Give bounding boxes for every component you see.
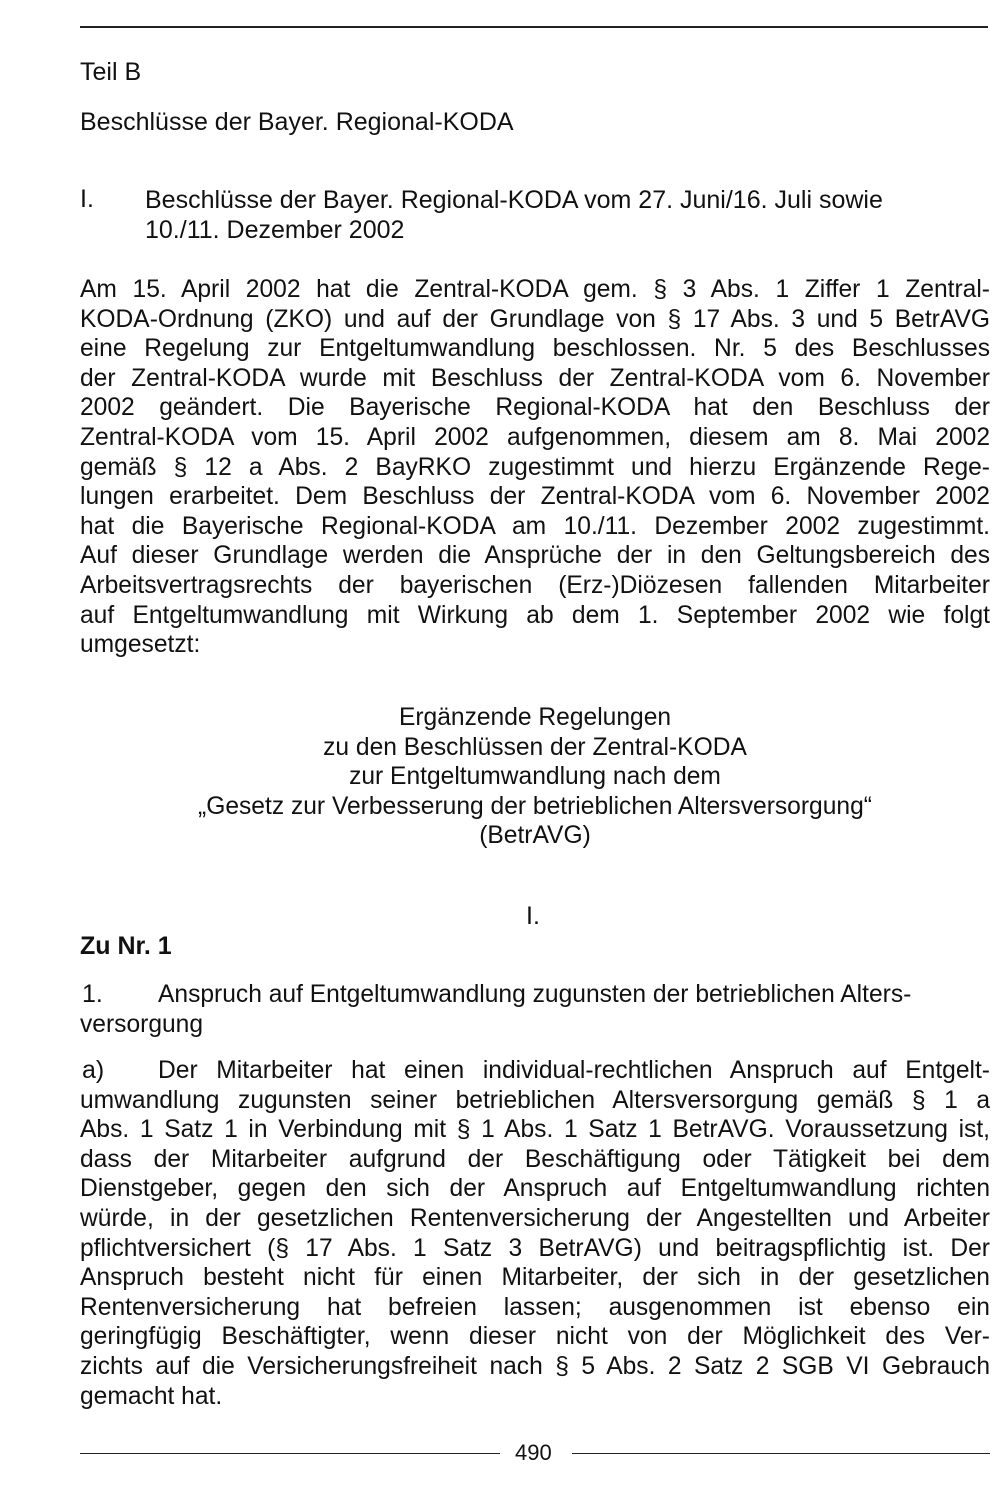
paragraph-line: Abs. 1 Satz 1 in Verbindung mit § 1 Abs. 1 Satz 1 BetrAVG. Voraussetzung ist, bbox=[80, 1116, 990, 1144]
page-number: 490 bbox=[515, 1440, 552, 1465]
centered-title-block bbox=[0, 703, 1000, 851]
paragraph-line: Der Mitarbeiter hat einen individual-rechtlichen Anspruch auf Entgelt- bbox=[158, 1057, 990, 1084]
part-label: Teil B bbox=[80, 58, 142, 86]
item-a-paragraph bbox=[80, 1086, 990, 1412]
paragraph-line: gemacht hat. bbox=[80, 1382, 223, 1410]
item-title bbox=[80, 980, 990, 1040]
paragraph-line: Anspruch besteht nicht für einen Mitarbeiter, der sich in der gesetzlichen bbox=[80, 1264, 990, 1292]
item-title-line: versorgung bbox=[80, 1011, 204, 1038]
main-heading: Beschlüsse der Bayer. Regional-KODA bbox=[80, 108, 514, 136]
paragraph-line: pflichtversichert (§ 17 Abs. 1 Satz 3 BetrAVG) und beitragspflichtig ist. Der bbox=[80, 1234, 990, 1262]
paragraph-line: umwandlung zugunsten seiner betrieblichen Altersversorgung gemäß § 1 a bbox=[80, 1086, 990, 1114]
intro-paragraph bbox=[80, 275, 990, 660]
footer-rule-right bbox=[572, 1453, 990, 1454]
paragraph-line: Arbeitsvertragsrechts der bayerischen (Erz-)Diözesen fallenden Mitarbeiter bbox=[80, 571, 990, 599]
item-number: 1. bbox=[82, 980, 103, 1008]
paragraph-line: auf Entgeltumwandlung mit Wirkung ab dem 1. September 2002 wie folgt bbox=[80, 601, 990, 629]
section-number: I. bbox=[80, 185, 94, 213]
section-title bbox=[145, 185, 995, 245]
paragraph-line: umgesetzt: bbox=[80, 631, 201, 659]
paragraph-line: Dienstgeber, gegen den sich der Anspruch auf Entgeltumwandlung richten bbox=[80, 1175, 990, 1203]
centered-line: Ergänzende Regelungen bbox=[398, 704, 672, 731]
footer-rule-left bbox=[80, 1453, 500, 1454]
paragraph-line: Am 15. April 2002 hat die Zentral-KODA gem. § 3 Abs. 1 Ziffer 1 Zentral- bbox=[80, 276, 990, 303]
paragraph-line: Rentenversicherung hat befreien lassen; ausgenommen ist ebenso ein bbox=[80, 1293, 990, 1321]
paragraph-line: gemäß § 12 a Abs. 2 BayRKO zugestimmt und hierzu Ergänzende Rege- bbox=[80, 453, 990, 481]
section-title-line: 10./11. Dezember 2002 bbox=[145, 216, 405, 244]
centered-line: zu den Beschlüssen der Zentral-KODA bbox=[323, 733, 747, 761]
paragraph-line: Zentral-KODA vom 15. April 2002 aufgenommen, diesem am 8. Mai 2002 bbox=[80, 423, 990, 451]
paragraph-line: eine Regelung zur Entgeltumwandlung beschlossen. Nr. 5 des Beschlusses bbox=[80, 335, 990, 363]
paragraph-line: der Zentral-KODA wurde mit Beschluss der Zentral-KODA vom 6. November bbox=[80, 364, 990, 392]
paragraph-line: 2002 geändert. Die Bayerische Regional-KODA hat den Beschluss der bbox=[80, 394, 990, 422]
subsection-roman: I. bbox=[526, 902, 540, 930]
paragraph-line: Auf dieser Grundlage werden die Ansprüche der in den Geltungsbereich des bbox=[80, 542, 990, 570]
paragraph-line: dass der Mitarbeiter aufgrund der Beschäftigung oder Tätigkeit bei dem bbox=[80, 1145, 990, 1173]
top-rule bbox=[80, 26, 988, 28]
centered-line: (BetrAVG) bbox=[479, 822, 591, 850]
paragraph-line: hat die Bayerische Regional-KODA am 10./11. Dezember 2002 zugestimmt. bbox=[80, 512, 990, 540]
item-title-line: Anspruch auf Entgeltumwandlung zugunsten der betrieblichen Alters- bbox=[158, 981, 912, 1008]
item-a-label: a) bbox=[82, 1056, 105, 1084]
section-title-line: Beschlüsse der Bayer. Regional-KODA vom 27. Juni/16. Juli sowie bbox=[145, 186, 883, 214]
paragraph-line: lungen erarbeitet. Dem Beschluss der Zentral-KODA vom 6. November 2002 bbox=[80, 483, 990, 511]
item-a-first-line-wrap bbox=[158, 1056, 990, 1086]
paragraph-line: geringfügig Beschäftigter, wenn dieser nicht von der Möglichkeit des Ver- bbox=[80, 1323, 990, 1351]
centered-line: „Gesetz zur Verbesserung der betrieblichen Altersversorgung“ bbox=[198, 792, 872, 820]
zu-nr-heading: Zu Nr. 1 bbox=[80, 932, 172, 960]
paragraph-line: zichts auf die Versicherungsfreiheit nach § 5 Abs. 2 Satz 2 SGB VI Gebrauch bbox=[80, 1352, 990, 1380]
centered-line: zur Entgeltumwandlung nach dem bbox=[349, 763, 721, 791]
paragraph-line: würde, in der gesetzlichen Rentenversicherung der Angestellten und Arbeiter bbox=[80, 1204, 990, 1232]
paragraph-line: KODA-Ordnung (ZKO) und auf der Grundlage von § 17 Abs. 3 und 5 BetrAVG bbox=[80, 305, 990, 333]
